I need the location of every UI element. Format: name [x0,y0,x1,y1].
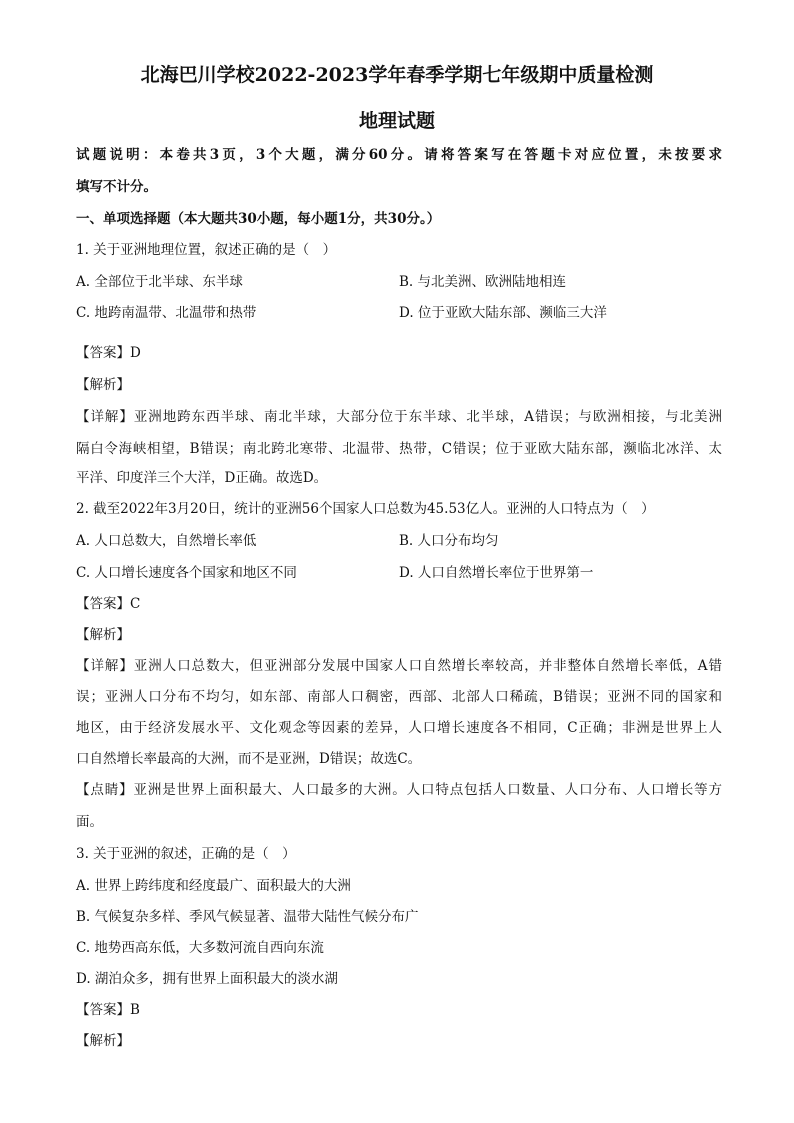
q2-option-c: C. 人口增长速度各个国家和地区不同 [76,565,297,581]
q1-detail-line-1: 【详解】亚洲地跨东西半球、南北半球，大部分位于东半球、北半球，A错误；与欧洲相接，与北美洲 [76,409,722,425]
q1-option-d: D. 位于亚欧大陆东部、濒临三大洋 [399,305,607,321]
page-subtitle: 地理试题 [358,110,435,132]
instructions-line-2: 填写不计分。 [76,179,157,195]
section-heading: 一、单项选择题（本大题共30小题，每小题1分，共30分。） [76,211,441,227]
q2-answer: 【答案】C [76,596,141,612]
q1-option-b: B. 与北美洲、欧洲陆地相连 [399,274,567,290]
q2-tip-line-1: 【点睛】亚洲是世界上面积最大、人口最多的大洲。人口特点包括人口数量、人口分布、人口增长等方 [76,782,722,798]
q2-stem: 2. 截至2022年3月20日，统计的亚洲56个国家人口总数为45.53亿人。亚洲的人口特点为（ ） [76,501,655,517]
q2-option-d: D. 人口自然增长率位于世界第一 [399,565,594,581]
q2-option-b: B. 人口分布均匀 [399,533,499,549]
q1-option-a: A. 全部位于北半球、东半球 [76,274,243,290]
q2-option-a: A. 人口总数大，自然增长率低 [76,533,257,549]
q1-detail-line-2: 隔白令海峡相望，B错误；南北跨北寒带、北温带、热带，C错误；位于亚欧大陆东部，濒临北冰洋、太 [76,441,722,457]
q3-answer: 【答案】B [76,1002,140,1018]
q2-detail-line-4: 口自然增长率最高的大洲，而不是亚洲，D错误；故选C。 [76,751,422,767]
q2-analysis-label: 【解析】 [76,627,130,643]
q2-tip-line-2: 面。 [76,814,103,830]
page-title: 北海巴川学校2022-2023学年春季学期七年级期中质量检测 [140,64,654,86]
q1-answer: 【答案】D [76,345,141,361]
q2-detail-line-2: 误；亚洲人口分布不均匀，如东部、南部人口稠密，西部、北部人口稀疏，B错误；亚洲不同的国家和 [76,689,722,705]
q3-option-d: D. 湖泊众多，拥有世界上面积最大的淡水湖 [76,971,338,987]
q2-detail-line-3: 地区，由于经济发展水平、文化观念等因素的差异，人口增长速度各不相同，C正确；非洲是世界上人 [76,720,722,736]
q3-analysis-label: 【解析】 [76,1033,130,1049]
q3-option-c: C. 地势西高东低，大多数河流自西向东流 [76,940,324,956]
instructions-line-1: 试题说明：本卷共3页，3个大题，满分60分。请将答案写在答题卡对应位置，未按要求 [76,147,722,163]
q1-stem: 1. 关于亚洲地理位置，叙述正确的是（ ） [76,242,337,258]
q1-detail-line-3: 平洋、印度洋三个大洋，D正确。故选D。 [76,470,328,486]
q3-stem: 3. 关于亚洲的叙述，正确的是（ ） [76,846,296,862]
q3-option-a: A. 世界上跨纬度和经度最广、面积最大的大洲 [76,878,351,894]
q3-option-b: B. 气候复杂多样、季风气候显著、温带大陆性气候分布广 [76,909,419,925]
q1-analysis-label: 【解析】 [76,377,130,393]
q2-detail-line-1: 【详解】亚洲人口总数大，但亚洲部分发展中国家人口自然增长率较高，并非整体自然增长率低，A错 [76,658,722,674]
q1-option-c: C. 地跨南温带、北温带和热带 [76,305,257,321]
